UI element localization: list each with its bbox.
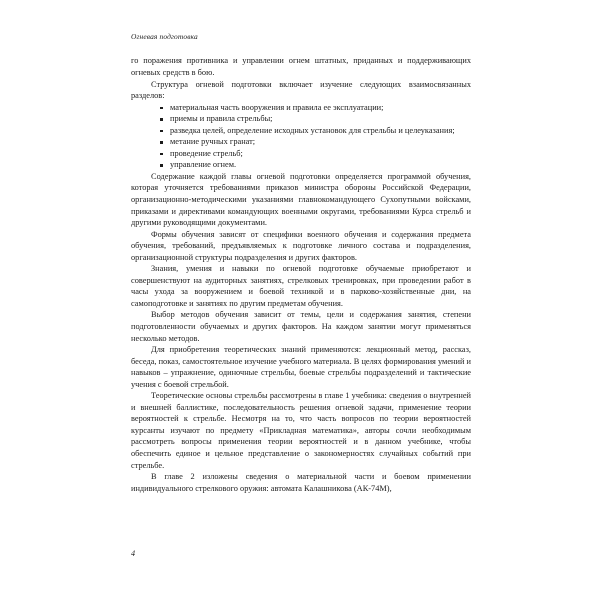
list-item: проведение стрельб; [131, 148, 471, 160]
page-number: 4 [131, 549, 136, 558]
list-item: разведка целей, определение исходных установок для стрельбы и целеуказания; [131, 125, 471, 137]
body-text-block [131, 55, 471, 494]
paragraph-methods-choice: Выбор методов обучения зависит от темы, цели и содержания занятия, степени подготовленности обучаемых и других факторов. На каждом занятии могут применяться несколько методов. [131, 310, 471, 343]
list-item: метание ручных гранат; [131, 136, 471, 148]
paragraph-theory-methods: Для приобретения теоретических знаний применяются: лекционный метод, рассказ, беседа, показ, самостоятельное изучение учебного материала. В целях формирования умений и навыков – упражнение, одиночные стрельбы, боевые стрельбы подразделений и тактические учения с боевой стрельбой. [131, 345, 471, 389]
paragraph-knowledge-skills: Знания, умения и навыки по огневой подготовке обучаемые приобретают и совершенствуют на аудиторных занятиях, стрелковых тренировках, при проведении работ в часы ухода за вооружением и боевой техникой и в парково-хозяйственные дни, на самоподготовке и занятиях по другим предметам обучения. [131, 264, 471, 308]
paragraph-continued-opening: го поражения противника и управлении огнем штатных, приданных и поддерживающих огневых средств в бою. [131, 56, 471, 77]
structure-sections-list [131, 102, 471, 171]
list-item: управление огнем. [131, 159, 471, 171]
list-item: материальная часть вооружения и правила ее эксплуатации; [131, 102, 471, 114]
page-content-column [131, 33, 471, 494]
paragraph-forms-of-training: Формы обучения зависят от специфики военного обучения и содержания предмета обучения, требований, предъявляемых к подготовке личного состава и подразделения, организационной структуры подразделения и других факторов. [131, 229, 471, 262]
paragraph-chapter-two: В главе 2 изложены сведения о материальной части и боевом применении индивидуального стрелкового оружия: автомата Калашникова (АК-74М), [131, 472, 471, 493]
list-item: приемы и правила стрельбы; [131, 113, 471, 125]
paragraph-chapter-content: Содержание каждой главы огневой подготовки определяется программой обучения, которая уточняется требованиями приказов министра обороны Российской Федерации, организационно-методическими указаниями главнокомандующего Сухопутными войсками, приказами и директивами командующих военными округами, требованиями Курса стрельб и другими руководящими документами. [131, 171, 471, 228]
paragraph-structure-intro: Структура огневой подготовки включает изучение следующих взаимосвязанных разделов: [131, 79, 471, 101]
running-head: Огневая подготовка [131, 32, 198, 41]
paragraph-theoretical-basis: Теоретические основы стрельбы рассмотрены в главе 1 учебника: сведения о внутренней и внешней баллистике, последовательность решения огневой задачи, применение теории вероятностей к стрельбе. Несмотря на то, что часть вопросов по теории вероятностей курсанты изучают по предмету «Прикладная математика», авторы сочли необходимым рассмотреть вопросы применения теории вероятностей и в данном учебнике, чтобы обеспечить единое и цельное представление о закономерностях случайных событий при стрельбе. [131, 391, 471, 470]
